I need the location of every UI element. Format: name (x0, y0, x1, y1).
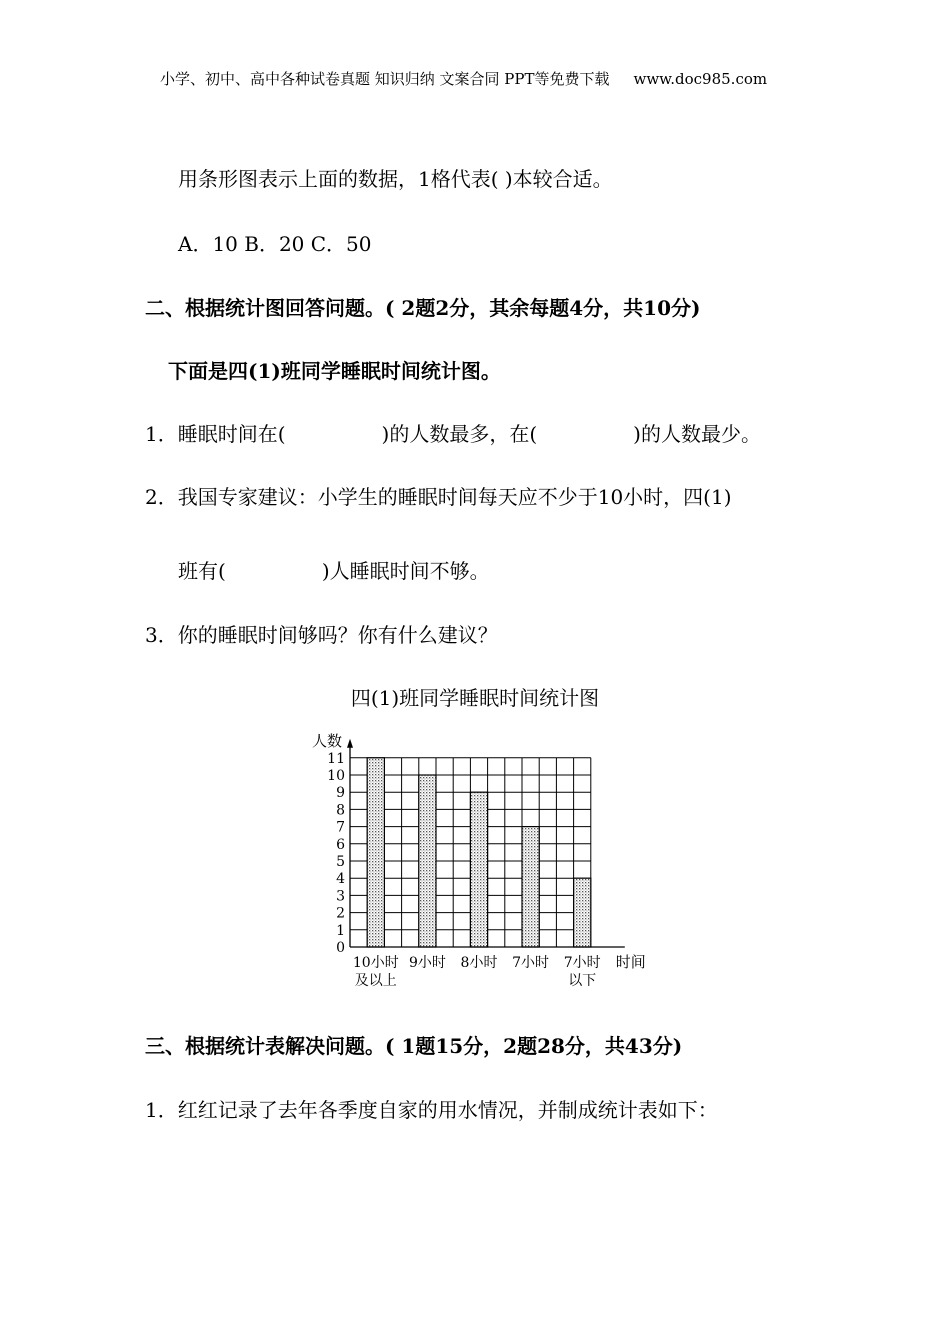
x-tick-label: 9小时 (408, 955, 446, 971)
y-tick-label: 6 (336, 836, 345, 853)
y-tick-label: 11 (327, 750, 345, 767)
prev-question-options: A．10 B．20 C．50 (178, 232, 372, 256)
x-axis-label: 时间 (615, 953, 646, 971)
q1-text-c: )的人数最少。 (633, 422, 761, 446)
q1-text-a: 1．睡眠时间在( (145, 422, 286, 446)
x-tick-label-line2: 以下 (568, 973, 597, 989)
q1-text-b: )的人数最多，在( (381, 422, 538, 446)
y-tick-label: 2 (336, 905, 345, 922)
y-axis-arrow-icon (347, 739, 353, 748)
chart-bars (367, 758, 591, 947)
bar-2 (470, 792, 487, 947)
y-axis-label: 人数 (311, 731, 342, 750)
section3-title: 三、根据统计表解决问题。( 1题15分，2题28分，共43分) (145, 1034, 683, 1058)
x-tick-label-line2: 及以上 (354, 973, 397, 989)
y-tick-label: 9 (336, 785, 345, 802)
section2-title: 二、根据统计图回答问题。( 2题2分，其余每题4分，共10分) (145, 296, 701, 320)
chart-title: 四(1)班同学睡眠时间统计图 (350, 686, 600, 710)
y-tick-label: 5 (336, 854, 345, 870)
y-tick-label: 1 (336, 922, 345, 939)
y-tick-label: 7 (336, 819, 345, 836)
q2-text-a: 班有( (178, 559, 226, 583)
y-tick-label: 4 (336, 871, 345, 888)
q2-text-b: )人睡眠时间不够。 (321, 559, 490, 583)
y-tick-label: 3 (336, 888, 345, 905)
section2-q3: 3．你的睡眠时间够吗？你有什么建议？ (145, 623, 498, 647)
y-tick-label: 10 (327, 768, 345, 784)
y-tick-label: 0 (336, 940, 345, 956)
prev-question-line: 用条形图表示上面的数据，1格代表( )本较合适。 (178, 167, 613, 191)
y-tick-label: 8 (336, 802, 345, 819)
section2-intro: 下面是四(1)班同学睡眠时间统计图。 (168, 359, 501, 383)
section2-q2-line1: 2．我国专家建议：小学生的睡眠时间每天应不少于10小时，四(1) (145, 485, 732, 509)
x-tick-label: 7小时 (563, 955, 601, 971)
x-tick-label: 10小时 (352, 955, 399, 971)
x-tick-label: 8小时 (460, 955, 498, 971)
x-tick-label: 7小时 (512, 955, 550, 971)
bar-0 (367, 758, 384, 947)
bar-1 (419, 775, 436, 947)
bar-3 (522, 827, 539, 947)
header-site: www.doc985.com (633, 70, 768, 88)
bar-4 (574, 878, 591, 947)
section3-q1: 1．红红记录了去年各季度自家的用水情况，并制成统计表如下： (145, 1098, 718, 1122)
header-text: 小学、初中、高中各种试卷真题 知识归纳 文案合同 PPT等免费下载 (160, 70, 610, 88)
